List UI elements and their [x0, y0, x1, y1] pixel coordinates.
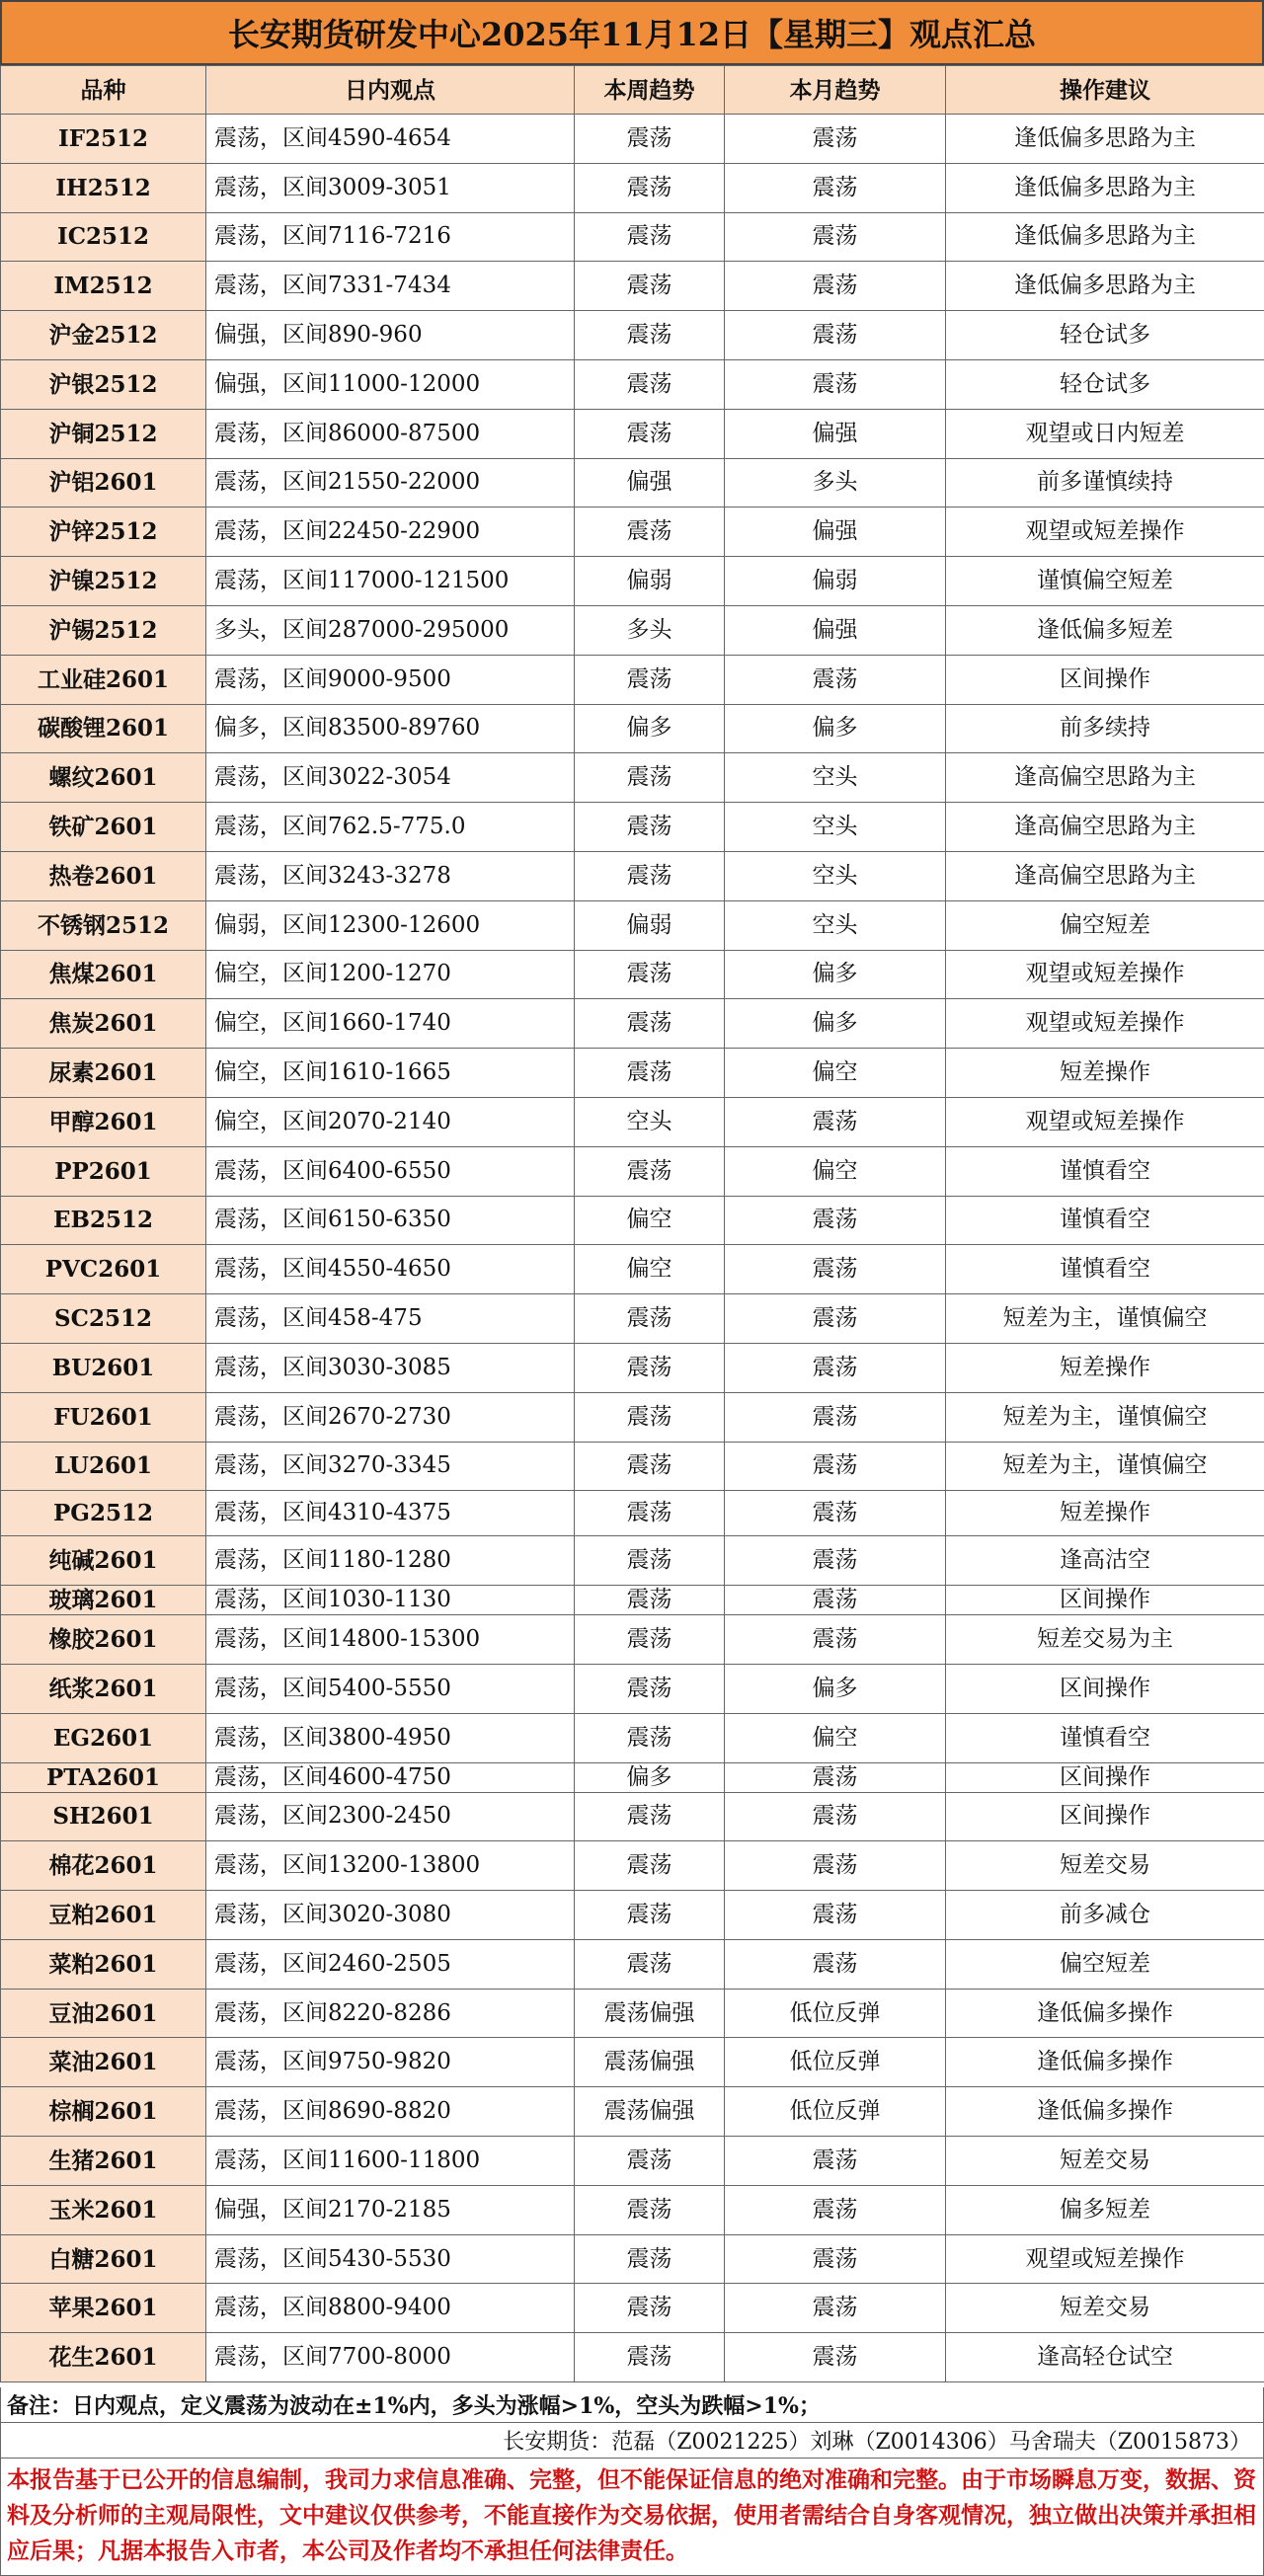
product-cell: 菜粕2601 — [1, 1939, 206, 1989]
suggestion-cell: 前多谨慎续持 — [946, 458, 1264, 507]
monthly-trend-cell: 偏空 — [725, 1713, 946, 1762]
suggestion-cell: 短差操作 — [946, 1343, 1264, 1392]
weekly-trend-cell: 震荡 — [575, 311, 725, 360]
weekly-trend-cell: 震荡 — [575, 1586, 725, 1615]
intraday-view-cell: 震荡，区间8800-9400 — [206, 2284, 575, 2333]
intraday-view-cell: 震荡，区间1030-1130 — [206, 1586, 575, 1615]
monthly-trend-cell: 低位反弹 — [725, 2087, 946, 2137]
monthly-trend-cell: 空头 — [725, 851, 946, 900]
weekly-trend-cell: 偏强 — [575, 458, 725, 507]
weekly-trend-cell: 偏空 — [575, 1245, 725, 1294]
monthly-trend-cell: 偏多 — [725, 1664, 946, 1713]
product-cell: IC2512 — [1, 212, 206, 262]
monthly-trend-cell: 震荡 — [725, 2284, 946, 2333]
intraday-view-cell: 震荡，区间2460-2505 — [206, 1939, 575, 1989]
product-cell: 不锈钢2512 — [1, 900, 206, 950]
product-cell: 花生2601 — [1, 2333, 206, 2382]
weekly-trend-cell: 震荡 — [575, 1442, 725, 1491]
table-row — [1, 1392, 1264, 1442]
suggestion-cell: 逢低偏多操作 — [946, 2038, 1264, 2087]
suggestion-cell: 逢低偏多操作 — [946, 2087, 1264, 2137]
monthly-trend-cell: 偏弱 — [725, 557, 946, 606]
product-cell: FU2601 — [1, 1392, 206, 1442]
product-cell: 生猪2601 — [1, 2137, 206, 2186]
monthly-trend-cell: 震荡 — [725, 2137, 946, 2186]
header-product: 品种 — [1, 66, 206, 115]
weekly-trend-cell: 震荡 — [575, 2284, 725, 2333]
product-cell: PVC2601 — [1, 1245, 206, 1294]
intraday-view-cell: 震荡，区间3009-3051 — [206, 163, 575, 212]
product-cell: 豆粕2601 — [1, 1891, 206, 1940]
monthly-trend-cell: 偏空 — [725, 1049, 946, 1098]
intraday-view-cell: 震荡，区间3800-4950 — [206, 1713, 575, 1762]
suggestion-cell: 逢低偏多思路为主 — [946, 115, 1264, 164]
table-row — [1, 1491, 1264, 1536]
suggestion-cell: 逢高轻仓试空 — [946, 2333, 1264, 2382]
intraday-view-cell: 震荡，区间8690-8820 — [206, 2087, 575, 2137]
intraday-view-cell: 震荡，区间5400-5550 — [206, 1664, 575, 1713]
table-row — [1, 1586, 1264, 1615]
table-row — [1, 1713, 1264, 1762]
weekly-trend-cell: 震荡 — [575, 1294, 725, 1344]
intraday-view-cell: 震荡，区间11600-11800 — [206, 2137, 575, 2186]
suggestion-cell: 短差交易 — [946, 2137, 1264, 2186]
table-row — [1, 1989, 1264, 2038]
suggestion-cell: 谨慎看空 — [946, 1713, 1264, 1762]
weekly-trend-cell: 偏空 — [575, 1196, 725, 1245]
product-cell: 焦煤2601 — [1, 950, 206, 999]
intraday-view-cell: 偏空，区间1660-1740 — [206, 999, 575, 1049]
product-cell: PP2601 — [1, 1146, 206, 1196]
table-row — [1, 2087, 1264, 2137]
suggestion-cell: 观望或短差操作 — [946, 507, 1264, 557]
monthly-trend-cell: 震荡 — [725, 2234, 946, 2284]
table-row — [1, 803, 1264, 852]
weekly-trend-cell: 震荡 — [575, 2185, 725, 2234]
suggestion-cell: 短差操作 — [946, 1491, 1264, 1536]
monthly-trend-cell: 偏强 — [725, 507, 946, 557]
product-cell: 沪铜2512 — [1, 409, 206, 458]
suggestion-cell: 短差为主，谨慎偏空 — [946, 1442, 1264, 1491]
intraday-view-cell: 震荡，区间9000-9500 — [206, 655, 575, 704]
weekly-trend-cell: 震荡 — [575, 1392, 725, 1442]
table-row — [1, 999, 1264, 1049]
monthly-trend-cell: 震荡 — [725, 1615, 946, 1665]
product-cell: 热卷2601 — [1, 851, 206, 900]
intraday-view-cell: 多头，区间287000-295000 — [206, 605, 575, 655]
intraday-view-cell: 震荡，区间21550-22000 — [206, 458, 575, 507]
table-row — [1, 458, 1264, 507]
table-row — [1, 409, 1264, 458]
intraday-view-cell: 震荡，区间8220-8286 — [206, 1989, 575, 2038]
product-cell: EB2512 — [1, 1196, 206, 1245]
weekly-trend-cell: 震荡 — [575, 507, 725, 557]
monthly-trend-cell: 震荡 — [725, 311, 946, 360]
product-cell: SH2601 — [1, 1792, 206, 1841]
header-intraday-view: 日内观点 — [206, 66, 575, 115]
monthly-trend-cell: 震荡 — [725, 262, 946, 311]
table-row — [1, 212, 1264, 262]
table-row — [1, 1664, 1264, 1713]
weekly-trend-cell: 震荡 — [575, 1491, 725, 1536]
intraday-view-cell: 偏多，区间83500-89760 — [206, 704, 575, 753]
weekly-trend-cell: 震荡 — [575, 999, 725, 1049]
monthly-trend-cell: 偏强 — [725, 605, 946, 655]
monthly-trend-cell: 震荡 — [725, 1392, 946, 1442]
monthly-trend-cell: 空头 — [725, 803, 946, 852]
product-cell: PTA2601 — [1, 1762, 206, 1792]
intraday-view-cell: 震荡，区间4600-4750 — [206, 1762, 575, 1792]
product-cell: 苹果2601 — [1, 2284, 206, 2333]
intraday-view-cell: 震荡，区间3020-3080 — [206, 1891, 575, 1940]
intraday-view-cell: 震荡，区间1180-1280 — [206, 1536, 575, 1586]
suggestion-cell: 逢低偏多短差 — [946, 605, 1264, 655]
suggestion-cell: 观望或日内短差 — [946, 409, 1264, 458]
weekly-trend-cell: 震荡 — [575, 655, 725, 704]
suggestion-cell: 逢低偏多思路为主 — [946, 212, 1264, 262]
monthly-trend-cell: 震荡 — [725, 1097, 946, 1146]
product-cell: 纸浆2601 — [1, 1664, 206, 1713]
suggestion-cell: 逢低偏多思路为主 — [946, 163, 1264, 212]
weekly-trend-cell: 震荡 — [575, 1615, 725, 1665]
intraday-view-cell: 震荡，区间7331-7434 — [206, 262, 575, 311]
intraday-view-cell: 震荡，区间3022-3054 — [206, 753, 575, 803]
suggestion-cell: 观望或短差操作 — [946, 950, 1264, 999]
table-row — [1, 1615, 1264, 1665]
suggestion-cell: 区间操作 — [946, 655, 1264, 704]
monthly-trend-cell: 震荡 — [725, 163, 946, 212]
monthly-trend-cell: 震荡 — [725, 2185, 946, 2234]
footnote: 备注：日内观点，定义震荡为波动在±1%内，多头为涨幅>1%，空头为跌幅>1%； — [0, 2387, 1264, 2423]
table-header-row — [1, 66, 1264, 115]
suggestion-cell: 观望或短差操作 — [946, 1097, 1264, 1146]
monthly-trend-cell: 空头 — [725, 900, 946, 950]
intraday-view-cell: 偏空，区间2070-2140 — [206, 1097, 575, 1146]
suggestion-cell: 偏空短差 — [946, 1939, 1264, 1989]
monthly-trend-cell: 多头 — [725, 458, 946, 507]
weekly-trend-cell: 震荡 — [575, 1664, 725, 1713]
table-row — [1, 605, 1264, 655]
analysts-line: 长安期货：范磊（Z0021225）刘琳（Z0014306）马舍瑞夫（Z0015873） — [0, 2423, 1264, 2459]
weekly-trend-cell: 震荡 — [575, 359, 725, 409]
product-cell: IH2512 — [1, 163, 206, 212]
product-cell: 碳酸锂2601 — [1, 704, 206, 753]
suggestion-cell: 短差交易 — [946, 2284, 1264, 2333]
intraday-view-cell: 偏空，区间1610-1665 — [206, 1049, 575, 1098]
table-row — [1, 1146, 1264, 1196]
intraday-view-cell: 震荡，区间7700-8000 — [206, 2333, 575, 2382]
suggestion-cell: 短差交易 — [946, 1841, 1264, 1891]
intraday-view-cell: 震荡，区间3030-3085 — [206, 1343, 575, 1392]
intraday-view-cell: 震荡，区间6400-6550 — [206, 1146, 575, 1196]
monthly-trend-cell: 震荡 — [725, 1586, 946, 1615]
intraday-view-cell: 震荡，区间13200-13800 — [206, 1841, 575, 1891]
suggestion-cell: 前多减仓 — [946, 1891, 1264, 1940]
weekly-trend-cell: 偏多 — [575, 704, 725, 753]
weekly-trend-cell: 震荡 — [575, 753, 725, 803]
table-row — [1, 115, 1264, 164]
weekly-trend-cell: 震荡 — [575, 1536, 725, 1586]
weekly-trend-cell: 震荡 — [575, 2234, 725, 2284]
table-row — [1, 311, 1264, 360]
monthly-trend-cell: 偏多 — [725, 950, 946, 999]
product-cell: 纯碱2601 — [1, 1536, 206, 1586]
product-cell: EG2601 — [1, 1713, 206, 1762]
monthly-trend-cell: 偏强 — [725, 409, 946, 458]
product-cell: PG2512 — [1, 1491, 206, 1536]
product-cell: 铁矿2601 — [1, 803, 206, 852]
product-cell: IM2512 — [1, 262, 206, 311]
suggestion-cell: 短差交易为主 — [946, 1615, 1264, 1665]
suggestion-cell: 谨慎偏空短差 — [946, 557, 1264, 606]
product-cell: 玉米2601 — [1, 2185, 206, 2234]
monthly-trend-cell: 震荡 — [725, 1343, 946, 1392]
intraday-view-cell: 震荡，区间86000-87500 — [206, 409, 575, 458]
weekly-trend-cell: 震荡 — [575, 1841, 725, 1891]
weekly-trend-cell: 震荡 — [575, 803, 725, 852]
table-row — [1, 950, 1264, 999]
product-cell: 沪镍2512 — [1, 557, 206, 606]
table-row — [1, 1343, 1264, 1392]
product-cell: 沪金2512 — [1, 311, 206, 360]
table-row — [1, 1097, 1264, 1146]
weekly-trend-cell: 偏弱 — [575, 557, 725, 606]
suggestion-cell: 区间操作 — [946, 1792, 1264, 1841]
table-row — [1, 2185, 1264, 2234]
table-row — [1, 1939, 1264, 1989]
monthly-trend-cell: 震荡 — [725, 1939, 946, 1989]
intraday-view-cell: 震荡，区间9750-9820 — [206, 2038, 575, 2087]
product-cell: 甲醇2601 — [1, 1097, 206, 1146]
disclaimer: 本报告基于已公开的信息编制，我司力求信息准确、完整，但不能保证信息的绝对准确和完整。由于市场瞬息万变，数据、资料及分析师的主观局限性，文中建议仅供参考，不能直接作为交易依据，使用者需结合自身客观情况，独立做出决策并承担相应后果；凡据本报告入市者，本公司及作者均不承担任何法律责任。 — [0, 2459, 1264, 2576]
weekly-trend-cell: 偏弱 — [575, 900, 725, 950]
monthly-trend-cell: 低位反弹 — [725, 2038, 946, 2087]
intraday-view-cell: 震荡，区间2670-2730 — [206, 1392, 575, 1442]
monthly-trend-cell: 震荡 — [725, 1245, 946, 1294]
product-cell: 沪银2512 — [1, 359, 206, 409]
table-row — [1, 1196, 1264, 1245]
weekly-trend-cell: 震荡偏强 — [575, 2038, 725, 2087]
suggestion-cell: 谨慎看空 — [946, 1196, 1264, 1245]
weekly-trend-cell: 偏多 — [575, 1762, 725, 1792]
suggestion-cell: 逢高偏空思路为主 — [946, 803, 1264, 852]
header-weekly-trend: 本周趋势 — [575, 66, 725, 115]
header-suggestion: 操作建议 — [946, 66, 1264, 115]
weekly-trend-cell: 震荡 — [575, 851, 725, 900]
suggestion-cell: 谨慎看空 — [946, 1146, 1264, 1196]
intraday-view-cell: 偏弱，区间12300-12600 — [206, 900, 575, 950]
intraday-view-cell: 偏强，区间11000-12000 — [206, 359, 575, 409]
monthly-trend-cell: 震荡 — [725, 1196, 946, 1245]
table-row — [1, 2333, 1264, 2382]
monthly-trend-cell: 震荡 — [725, 2333, 946, 2382]
views-table — [0, 65, 1264, 2382]
product-cell: SC2512 — [1, 1294, 206, 1344]
weekly-trend-cell: 震荡偏强 — [575, 2087, 725, 2137]
suggestion-cell: 观望或短差操作 — [946, 999, 1264, 1049]
intraday-view-cell: 震荡，区间458-475 — [206, 1294, 575, 1344]
product-cell: 沪铝2601 — [1, 458, 206, 507]
intraday-view-cell: 震荡，区间117000-121500 — [206, 557, 575, 606]
weekly-trend-cell: 震荡 — [575, 262, 725, 311]
product-cell: 尿素2601 — [1, 1049, 206, 1098]
product-cell: 豆油2601 — [1, 1989, 206, 2038]
table-row — [1, 1536, 1264, 1586]
weekly-trend-cell: 震荡 — [575, 115, 725, 164]
suggestion-cell: 逢高沽空 — [946, 1536, 1264, 1586]
intraday-view-cell: 偏强，区间890-960 — [206, 311, 575, 360]
product-cell: 棕榈2601 — [1, 2087, 206, 2137]
table-row — [1, 262, 1264, 311]
table-row — [1, 557, 1264, 606]
product-cell: 螺纹2601 — [1, 753, 206, 803]
weekly-trend-cell: 震荡 — [575, 1891, 725, 1940]
table-row — [1, 1891, 1264, 1940]
intraday-view-cell: 震荡，区间14800-15300 — [206, 1615, 575, 1665]
intraday-view-cell: 震荡，区间4550-4650 — [206, 1245, 575, 1294]
table-row — [1, 2038, 1264, 2087]
suggestion-cell: 逢低偏多思路为主 — [946, 262, 1264, 311]
suggestion-cell: 区间操作 — [946, 1664, 1264, 1713]
table-row — [1, 1049, 1264, 1098]
suggestion-cell: 逢高偏空思路为主 — [946, 851, 1264, 900]
table-row — [1, 2137, 1264, 2186]
monthly-trend-cell: 震荡 — [725, 1762, 946, 1792]
monthly-trend-cell: 震荡 — [725, 1294, 946, 1344]
table-body — [1, 115, 1264, 2382]
monthly-trend-cell: 震荡 — [725, 1891, 946, 1940]
monthly-trend-cell: 偏多 — [725, 999, 946, 1049]
monthly-trend-cell: 震荡 — [725, 115, 946, 164]
suggestion-cell: 区间操作 — [946, 1762, 1264, 1792]
product-cell: 棉花2601 — [1, 1841, 206, 1891]
weekly-trend-cell: 多头 — [575, 605, 725, 655]
table-row — [1, 1792, 1264, 1841]
table-row — [1, 1245, 1264, 1294]
monthly-trend-cell: 震荡 — [725, 1536, 946, 1586]
product-cell: 焦炭2601 — [1, 999, 206, 1049]
header-monthly-trend: 本月趋势 — [725, 66, 946, 115]
product-cell: 菜油2601 — [1, 2038, 206, 2087]
monthly-trend-cell: 偏多 — [725, 704, 946, 753]
weekly-trend-cell: 震荡 — [575, 1146, 725, 1196]
suggestion-cell: 轻仓试多 — [946, 311, 1264, 360]
intraday-view-cell: 震荡，区间7116-7216 — [206, 212, 575, 262]
monthly-trend-cell: 震荡 — [725, 1491, 946, 1536]
suggestion-cell: 短差为主，谨慎偏空 — [946, 1294, 1264, 1344]
weekly-trend-cell: 震荡 — [575, 1049, 725, 1098]
table-row — [1, 2234, 1264, 2284]
intraday-view-cell: 震荡，区间2300-2450 — [206, 1792, 575, 1841]
weekly-trend-cell: 震荡偏强 — [575, 1989, 725, 2038]
intraday-view-cell: 偏强，区间2170-2185 — [206, 2185, 575, 2234]
weekly-trend-cell: 震荡 — [575, 1939, 725, 1989]
suggestion-cell: 偏空短差 — [946, 900, 1264, 950]
product-cell: IF2512 — [1, 115, 206, 164]
product-cell: BU2601 — [1, 1343, 206, 1392]
weekly-trend-cell: 空头 — [575, 1097, 725, 1146]
weekly-trend-cell: 震荡 — [575, 409, 725, 458]
suggestion-cell: 逢低偏多操作 — [946, 1989, 1264, 2038]
monthly-trend-cell: 震荡 — [725, 359, 946, 409]
table-row — [1, 655, 1264, 704]
monthly-trend-cell: 震荡 — [725, 1841, 946, 1891]
suggestion-cell: 观望或短差操作 — [946, 2234, 1264, 2284]
product-cell: 橡胶2601 — [1, 1615, 206, 1665]
product-cell: LU2601 — [1, 1442, 206, 1491]
intraday-view-cell: 偏空，区间1200-1270 — [206, 950, 575, 999]
table-row — [1, 900, 1264, 950]
weekly-trend-cell: 震荡 — [575, 950, 725, 999]
monthly-trend-cell: 震荡 — [725, 1442, 946, 1491]
weekly-trend-cell: 震荡 — [575, 1792, 725, 1841]
monthly-trend-cell: 低位反弹 — [725, 1989, 946, 2038]
monthly-trend-cell: 震荡 — [725, 1792, 946, 1841]
product-cell: 沪锡2512 — [1, 605, 206, 655]
suggestion-cell: 谨慎看空 — [946, 1245, 1264, 1294]
intraday-view-cell: 震荡，区间6150-6350 — [206, 1196, 575, 1245]
table-row — [1, 1442, 1264, 1491]
table-row — [1, 359, 1264, 409]
weekly-trend-cell: 震荡 — [575, 212, 725, 262]
suggestion-cell: 区间操作 — [946, 1586, 1264, 1615]
intraday-view-cell: 震荡，区间4310-4375 — [206, 1491, 575, 1536]
weekly-trend-cell: 震荡 — [575, 1713, 725, 1762]
table-row — [1, 2284, 1264, 2333]
suggestion-cell: 前多续持 — [946, 704, 1264, 753]
table-row — [1, 163, 1264, 212]
table-row — [1, 507, 1264, 557]
product-cell: 玻璃2601 — [1, 1586, 206, 1615]
product-cell: 工业硅2601 — [1, 655, 206, 704]
table-row — [1, 1841, 1264, 1891]
intraday-view-cell: 震荡，区间762.5-775.0 — [206, 803, 575, 852]
weekly-trend-cell: 震荡 — [575, 2137, 725, 2186]
table-row — [1, 1762, 1264, 1792]
suggestion-cell: 短差操作 — [946, 1049, 1264, 1098]
table-row — [1, 851, 1264, 900]
intraday-view-cell: 震荡，区间4590-4654 — [206, 115, 575, 164]
weekly-trend-cell: 震荡 — [575, 2333, 725, 2382]
table-row — [1, 753, 1264, 803]
weekly-trend-cell: 震荡 — [575, 1343, 725, 1392]
intraday-view-cell: 震荡，区间3270-3345 — [206, 1442, 575, 1491]
report-title: 长安期货研发中心2025年11月12日【星期三】观点汇总 — [0, 0, 1264, 65]
table-row — [1, 704, 1264, 753]
weekly-trend-cell: 震荡 — [575, 163, 725, 212]
suggestion-cell: 短差为主，谨慎偏空 — [946, 1392, 1264, 1442]
suggestion-cell: 轻仓试多 — [946, 359, 1264, 409]
suggestion-cell: 偏多短差 — [946, 2185, 1264, 2234]
monthly-trend-cell: 震荡 — [725, 655, 946, 704]
monthly-trend-cell: 偏空 — [725, 1146, 946, 1196]
monthly-trend-cell: 空头 — [725, 753, 946, 803]
monthly-trend-cell: 震荡 — [725, 212, 946, 262]
table-row — [1, 1294, 1264, 1344]
suggestion-cell: 逢高偏空思路为主 — [946, 753, 1264, 803]
product-cell: 白糖2601 — [1, 2234, 206, 2284]
intraday-view-cell: 震荡，区间3243-3278 — [206, 851, 575, 900]
intraday-view-cell: 震荡，区间5430-5530 — [206, 2234, 575, 2284]
product-cell: 沪锌2512 — [1, 507, 206, 557]
intraday-view-cell: 震荡，区间22450-22900 — [206, 507, 575, 557]
